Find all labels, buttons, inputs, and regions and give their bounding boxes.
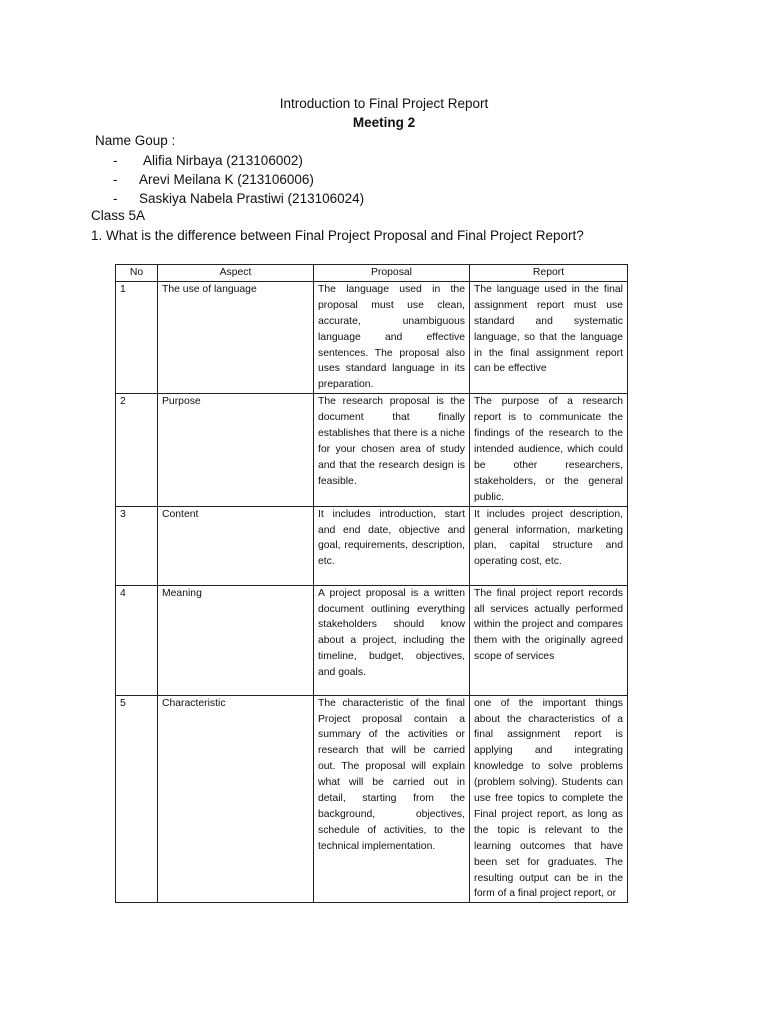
cell-proposal: The language used in the proposal must use clean, accurate, unambiguous language and effective sentences. The proposal also uses standard language in its preparation. [314, 281, 470, 393]
cell-proposal: It includes introduction, start and end date, objective and goal, requirements, description, etc. [314, 506, 470, 585]
header-report: Report [470, 265, 628, 282]
cell-proposal: The characteristic of the final Project proposal contain a summary of the activities or research that will be carried out. The proposal will explain what will be carried out in detail, starting from the background, objectives, schedule of activities, to the technical implementation. [314, 695, 470, 903]
cell-report: The language used in the final assignment report must use standard and systematic language, so that the language in the final assignment report can be effective [470, 281, 628, 393]
cell-aspect: Content [158, 506, 314, 585]
cell-report: The purpose of a research report is to communicate the findings of the research to the intended audience, which could be other researchers, stakeholders, or the general public. [470, 394, 628, 506]
member-name: Arevi Meilana K (213106006) [139, 172, 314, 187]
cell-report: one of the important things about the characteristics of a final assignment report is applying and integrating knowledge to solve problems (problem solving). Students can use free topics to complete the Final project report, as long as the topic is relevant to the learning outcomes that have been set for graduates. The resulting output can be in the form of a final project report, or [470, 695, 628, 903]
cell-no: 4 [116, 585, 158, 695]
member-item [113, 151, 364, 170]
group-name-label: Name Goup : [95, 133, 176, 148]
cell-no: 1 [116, 281, 158, 393]
table-row [116, 695, 628, 903]
question-text: 1. What is the difference between Final Project Proposal and Final Project Report? [91, 228, 584, 243]
comparison-table [115, 264, 628, 903]
class-label: Class 5A [91, 208, 146, 223]
list-dash: - [113, 191, 118, 206]
table-row [116, 585, 628, 695]
member-list [113, 151, 364, 208]
table-row [116, 281, 628, 393]
table-row [116, 394, 628, 506]
header-aspect: Aspect [158, 265, 314, 282]
cell-aspect: Purpose [158, 394, 314, 506]
list-dash: - [113, 172, 118, 187]
cell-aspect: Meaning [158, 585, 314, 695]
table-row [116, 506, 628, 585]
cell-no: 2 [116, 394, 158, 506]
cell-no: 3 [116, 506, 158, 585]
title-block [0, 94, 768, 132]
cell-proposal: The research proposal is the document that finally establishes that there is a niche for your chosen area of study and that the research design is feasible. [314, 394, 470, 506]
table-header-row [116, 265, 628, 282]
cell-proposal: A project proposal is a written document outlining everything stakeholders should know about a project, including the timeline, budget, objectives, and goals. [314, 585, 470, 695]
header-proposal: Proposal [314, 265, 470, 282]
cell-report: The final project report records all services actually performed within the project and compares them with the originally agreed scope of services [470, 585, 628, 695]
member-name: Saskiya Nabela Prastiwi (213106024) [139, 191, 365, 206]
cell-report: It includes project description, general information, marketing plan, capital structure and operating cost, etc. [470, 506, 628, 585]
list-dash: - [113, 153, 118, 168]
header-no: No [116, 265, 158, 282]
cell-aspect: The use of language [158, 281, 314, 393]
member-item [113, 189, 364, 208]
document-title: Introduction to Final Project Report [279, 96, 489, 111]
cell-no: 5 [116, 695, 158, 903]
document-subtitle: Meeting 2 [352, 115, 416, 130]
member-item [113, 170, 364, 189]
member-name: Alifia Nirbaya (213106002) [143, 153, 303, 168]
cell-aspect: Characteristic [158, 695, 314, 903]
